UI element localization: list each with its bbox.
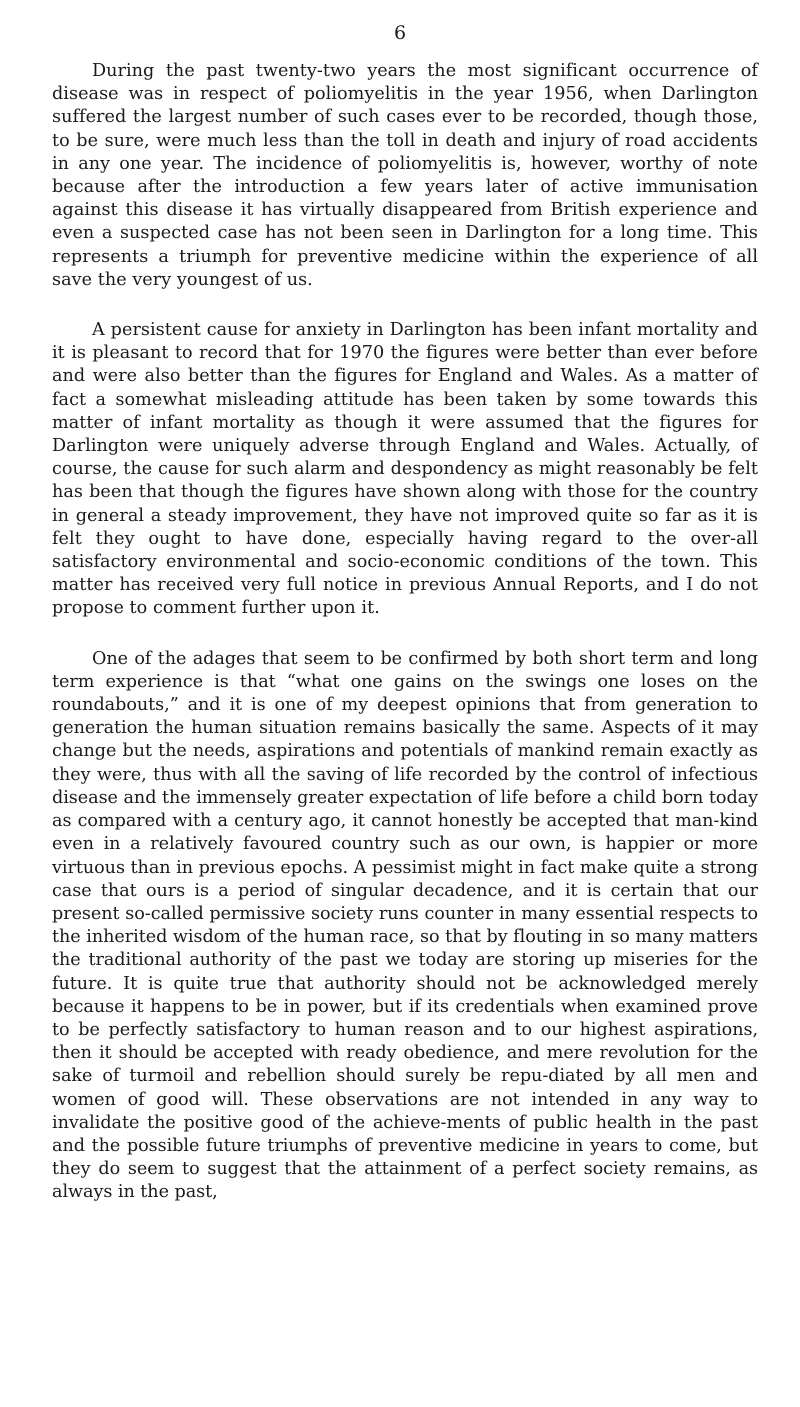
report-body bbox=[52, 60, 758, 1232]
page-number: 6 bbox=[393, 22, 407, 44]
paragraph-poliomyelitis: During the past twenty-two years the most significant occurrence of disease was in respect of poliomyelitis in the year 1956, when Darlington suffered the largest number of such cases ever to be recorded, though those, to be sure, were much less than the toll in death and injury of road accidents in any one year. The incidence of poliomyelitis is, however, worthy of note because after the introduction a few years later of active immunisation against this disease it has virtually disappeared from British experience and even a suspected case has not been seen in Darlington for a long time. This represents a triumph for preventive medicine within the experience of all save the very youngest of us. bbox=[52, 61, 758, 290]
paragraph-human-situation: One of the adages that seem to be confirmed by both short term and long term experience is that “what one gains on the swings one loses on the roundabouts,” and it is one of my deepest opinions that from generation to generation the human situation remains basically the same. Aspects of it may change but the needs, aspirations and potentials of mankind remain exactly as they were, thus with all the saving of life recorded by the control of infectious disease and the immensely greater expectation of life before a child born today as compared with a century ago, it cannot honestly be accepted that man-kind even in a relatively favoured country such as our own, is happier or more virtuous than in previous epochs. A pessimist might in fact make quite a strong case that ours is a period of singular decadence, and it is certain that our present so-called permissive society runs counter in many essential respects to the inherited wisdom of the human race, so that by flouting in so many matters the traditional authority of the past we today are storing up miseries for the future. It is quite true that authority should not be acknowledged merely because it happens to be in power, but if its credentials when examined prove to be perfectly satisfactory to human reason and to our highest aspirations, then it should be accepted with ready obedience, and mere revolution for the sake of turmoil and rebellion should surely be repu-diated by all men and women of good will. These observations are not intended in any way to invalidate the positive good of the achieve-ments of public health in the past and the possible future triumphs of preventive medicine in years to come, but they do seem to suggest that the attainment of a perfect society remains, as always in the past, bbox=[52, 648, 758, 1203]
paragraph-infant-mortality: A persistent cause for anxiety in Darlington has been infant mortality and it is pleasant to record that for 1970 the figures were better than ever before and were also better than the figures for England and Wales. As a matter of fact a somewhat misleading attitude has been taken by some towards this matter of infant mortality as though it were assumed that the figures for Darlington were uniquely adverse through England and Wales. Actually, of course, the cause for such alarm and despondency as might reasonably be felt has been that though the figures have shown along with those for the country in general a steady improvement, they have not improved quite so far as it is felt they ought to have done, especially having regard to the over-all satisfactory environmental and socio-economic conditions of the town. This matter has received very full notice in previous Annual Reports, and I do not propose to comment further upon it. bbox=[52, 320, 758, 619]
